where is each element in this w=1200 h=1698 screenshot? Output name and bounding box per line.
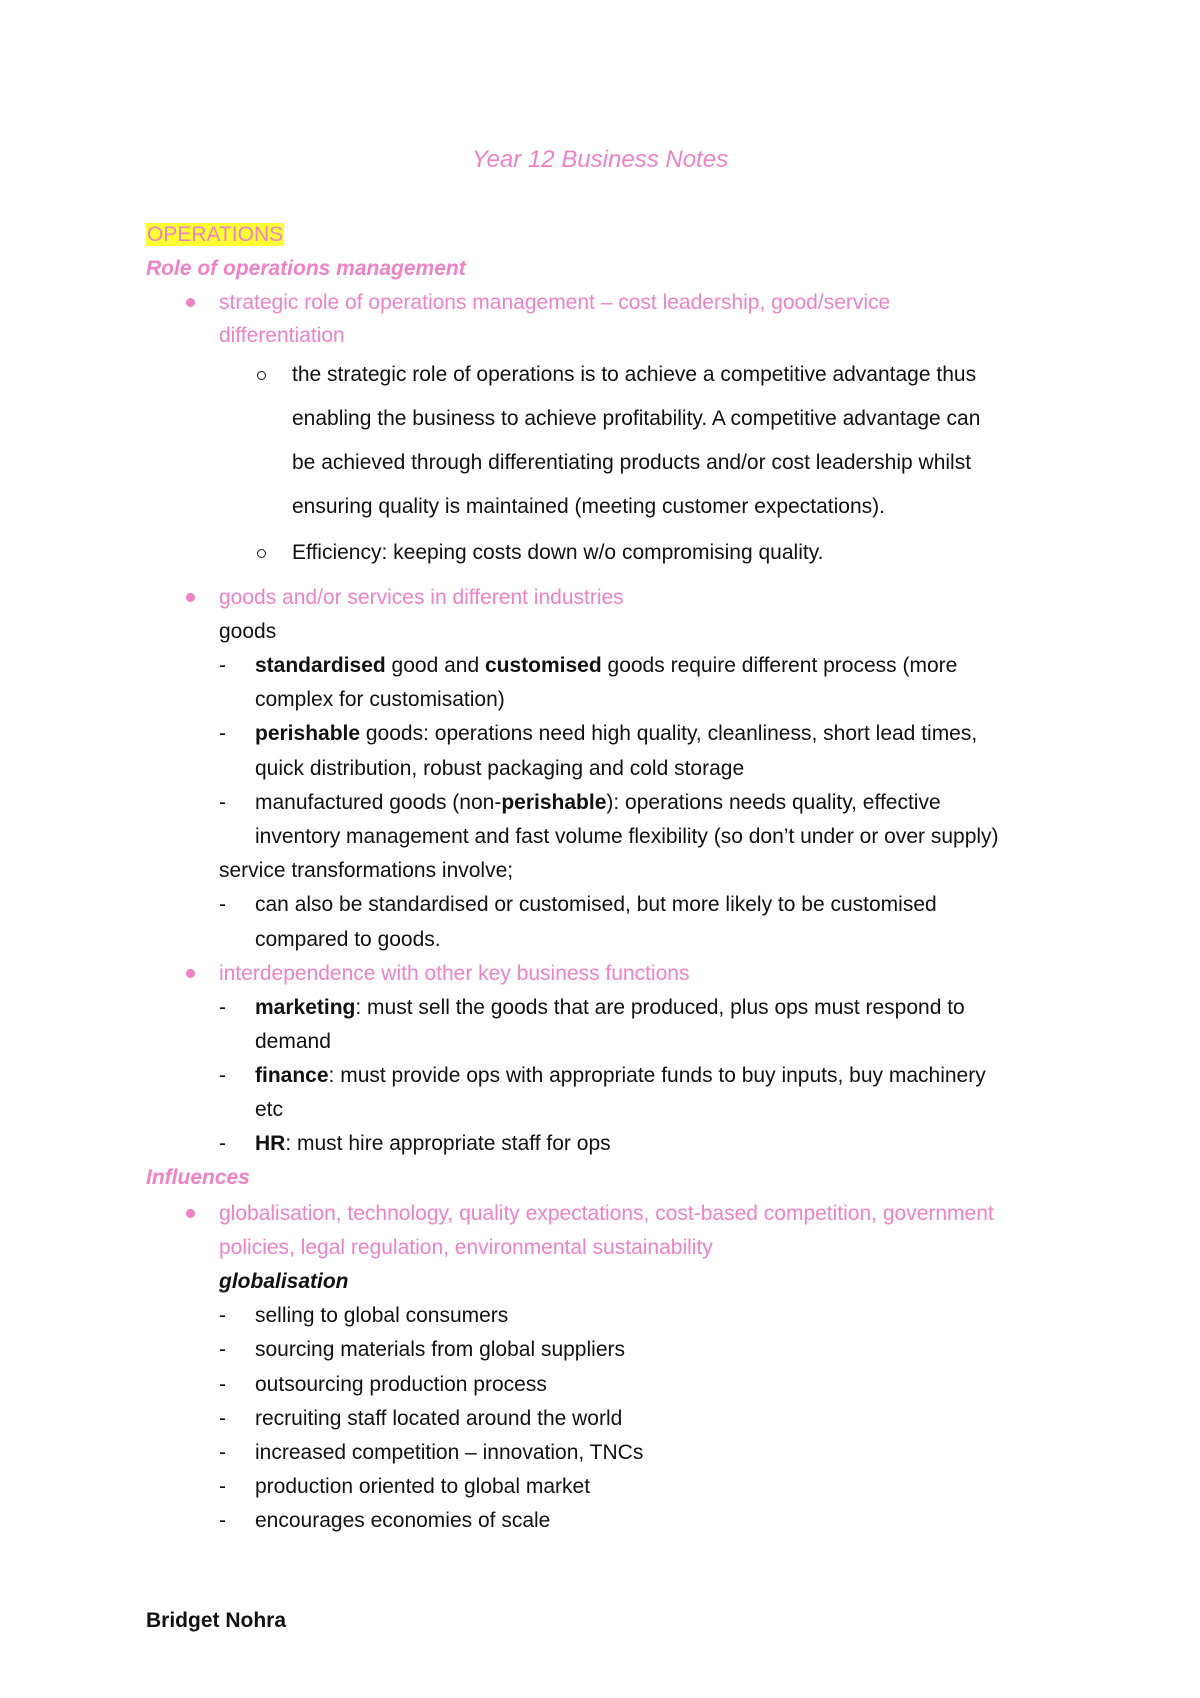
globalisation-label: globalisation bbox=[219, 1270, 349, 1293]
document-title: Year 12 Business Notes bbox=[471, 146, 729, 173]
circle-bullet-icon bbox=[257, 371, 266, 380]
dash-marker: - bbox=[219, 1475, 226, 1498]
bullet4-line2: policies, legal regulation, environmental sustainability bbox=[219, 1236, 713, 1259]
sub1-line4: ensuring quality is maintained (meeting customer expectations). bbox=[292, 495, 885, 518]
finance-line2: etc bbox=[255, 1098, 284, 1121]
bullet1-line2: differentiation bbox=[219, 324, 345, 347]
sub1-line2: enabling the business to achieve profitability. A competitive advantage can bbox=[292, 407, 981, 430]
dash-marker: - bbox=[219, 1338, 226, 1361]
service-item-line2: compared to goods. bbox=[255, 928, 441, 951]
list-item: encourages economies of scale bbox=[255, 1509, 551, 1532]
dash-marker: - bbox=[219, 893, 226, 916]
bullet-icon bbox=[186, 298, 195, 307]
subheading-influences: Influences bbox=[146, 1166, 250, 1189]
sub2-line: Efficiency: keeping costs down w/o compromising quality. bbox=[292, 541, 824, 564]
marketing-line2: demand bbox=[255, 1030, 331, 1053]
list-item: outsourcing production process bbox=[255, 1373, 547, 1396]
dash-marker: - bbox=[219, 791, 226, 814]
hr-line: HR: must hire appropriate staff for ops bbox=[255, 1132, 611, 1155]
goods-item2-line2: quick distribution, robust packaging and cold storage bbox=[255, 757, 745, 780]
goods-item2-line1: perishable goods: operations need high quality, cleanliness, short lead times, bbox=[255, 722, 978, 745]
goods-label: goods bbox=[219, 620, 277, 643]
bullet-icon bbox=[186, 593, 195, 602]
list-item: increased competition – innovation, TNCs bbox=[255, 1441, 644, 1464]
dash-marker: - bbox=[219, 1304, 226, 1327]
finance-line1: finance: must provide ops with appropriate funds to buy inputs, buy machinery bbox=[255, 1064, 986, 1087]
list-item: recruiting staff located around the world bbox=[255, 1407, 623, 1430]
dash-marker: - bbox=[219, 654, 226, 677]
list-item: selling to global consumers bbox=[255, 1304, 509, 1327]
goods-item3-line1: manufactured goods (non-perishable): operations needs quality, effective bbox=[255, 791, 941, 814]
dash-marker: - bbox=[219, 1407, 226, 1430]
service-label: service transformations involve; bbox=[219, 859, 514, 882]
list-item: sourcing materials from global suppliers bbox=[255, 1338, 625, 1361]
bullet-icon bbox=[186, 1209, 195, 1218]
circle-bullet-icon bbox=[257, 549, 266, 558]
dash-marker: - bbox=[219, 1132, 226, 1155]
dash-marker: - bbox=[219, 1509, 226, 1532]
dash-marker: - bbox=[219, 996, 226, 1019]
dash-marker: - bbox=[219, 1064, 226, 1087]
bullet4-line1: globalisation, technology, quality expectations, cost-based competition, government bbox=[219, 1202, 994, 1225]
footer-author: Bridget Nohra bbox=[146, 1609, 287, 1632]
bullet1-line1: strategic role of operations management – cost leadership, good/service bbox=[219, 291, 891, 314]
service-item-line1: can also be standardised or customised, but more likely to be customised bbox=[255, 893, 937, 916]
section-heading: OPERATIONS bbox=[147, 223, 284, 246]
goods-item3-line2: inventory management and fast volume flexibility (so don’t under or over supply) bbox=[255, 825, 999, 848]
bullet-icon bbox=[186, 969, 195, 978]
dash-marker: - bbox=[219, 722, 226, 745]
dash-marker: - bbox=[219, 1441, 226, 1464]
subheading-role: Role of operations management bbox=[146, 257, 466, 280]
bullet2-line1: goods and/or services in different industries bbox=[219, 586, 624, 609]
bullet3-line1: interdependence with other key business functions bbox=[219, 962, 690, 985]
sub1-line1: the strategic role of operations is to achieve a competitive advantage thus bbox=[292, 363, 977, 386]
goods-item1-line1: standardised good and customised goods require different process (more bbox=[255, 654, 958, 677]
dash-marker: - bbox=[219, 1373, 226, 1396]
sub1-line3: be achieved through differentiating products and/or cost leadership whilst bbox=[292, 451, 972, 474]
marketing-line1: marketing: must sell the goods that are produced, plus ops must respond to bbox=[255, 996, 965, 1019]
list-item: production oriented to global market bbox=[255, 1475, 591, 1498]
goods-item1-line2: complex for customisation) bbox=[255, 688, 505, 711]
